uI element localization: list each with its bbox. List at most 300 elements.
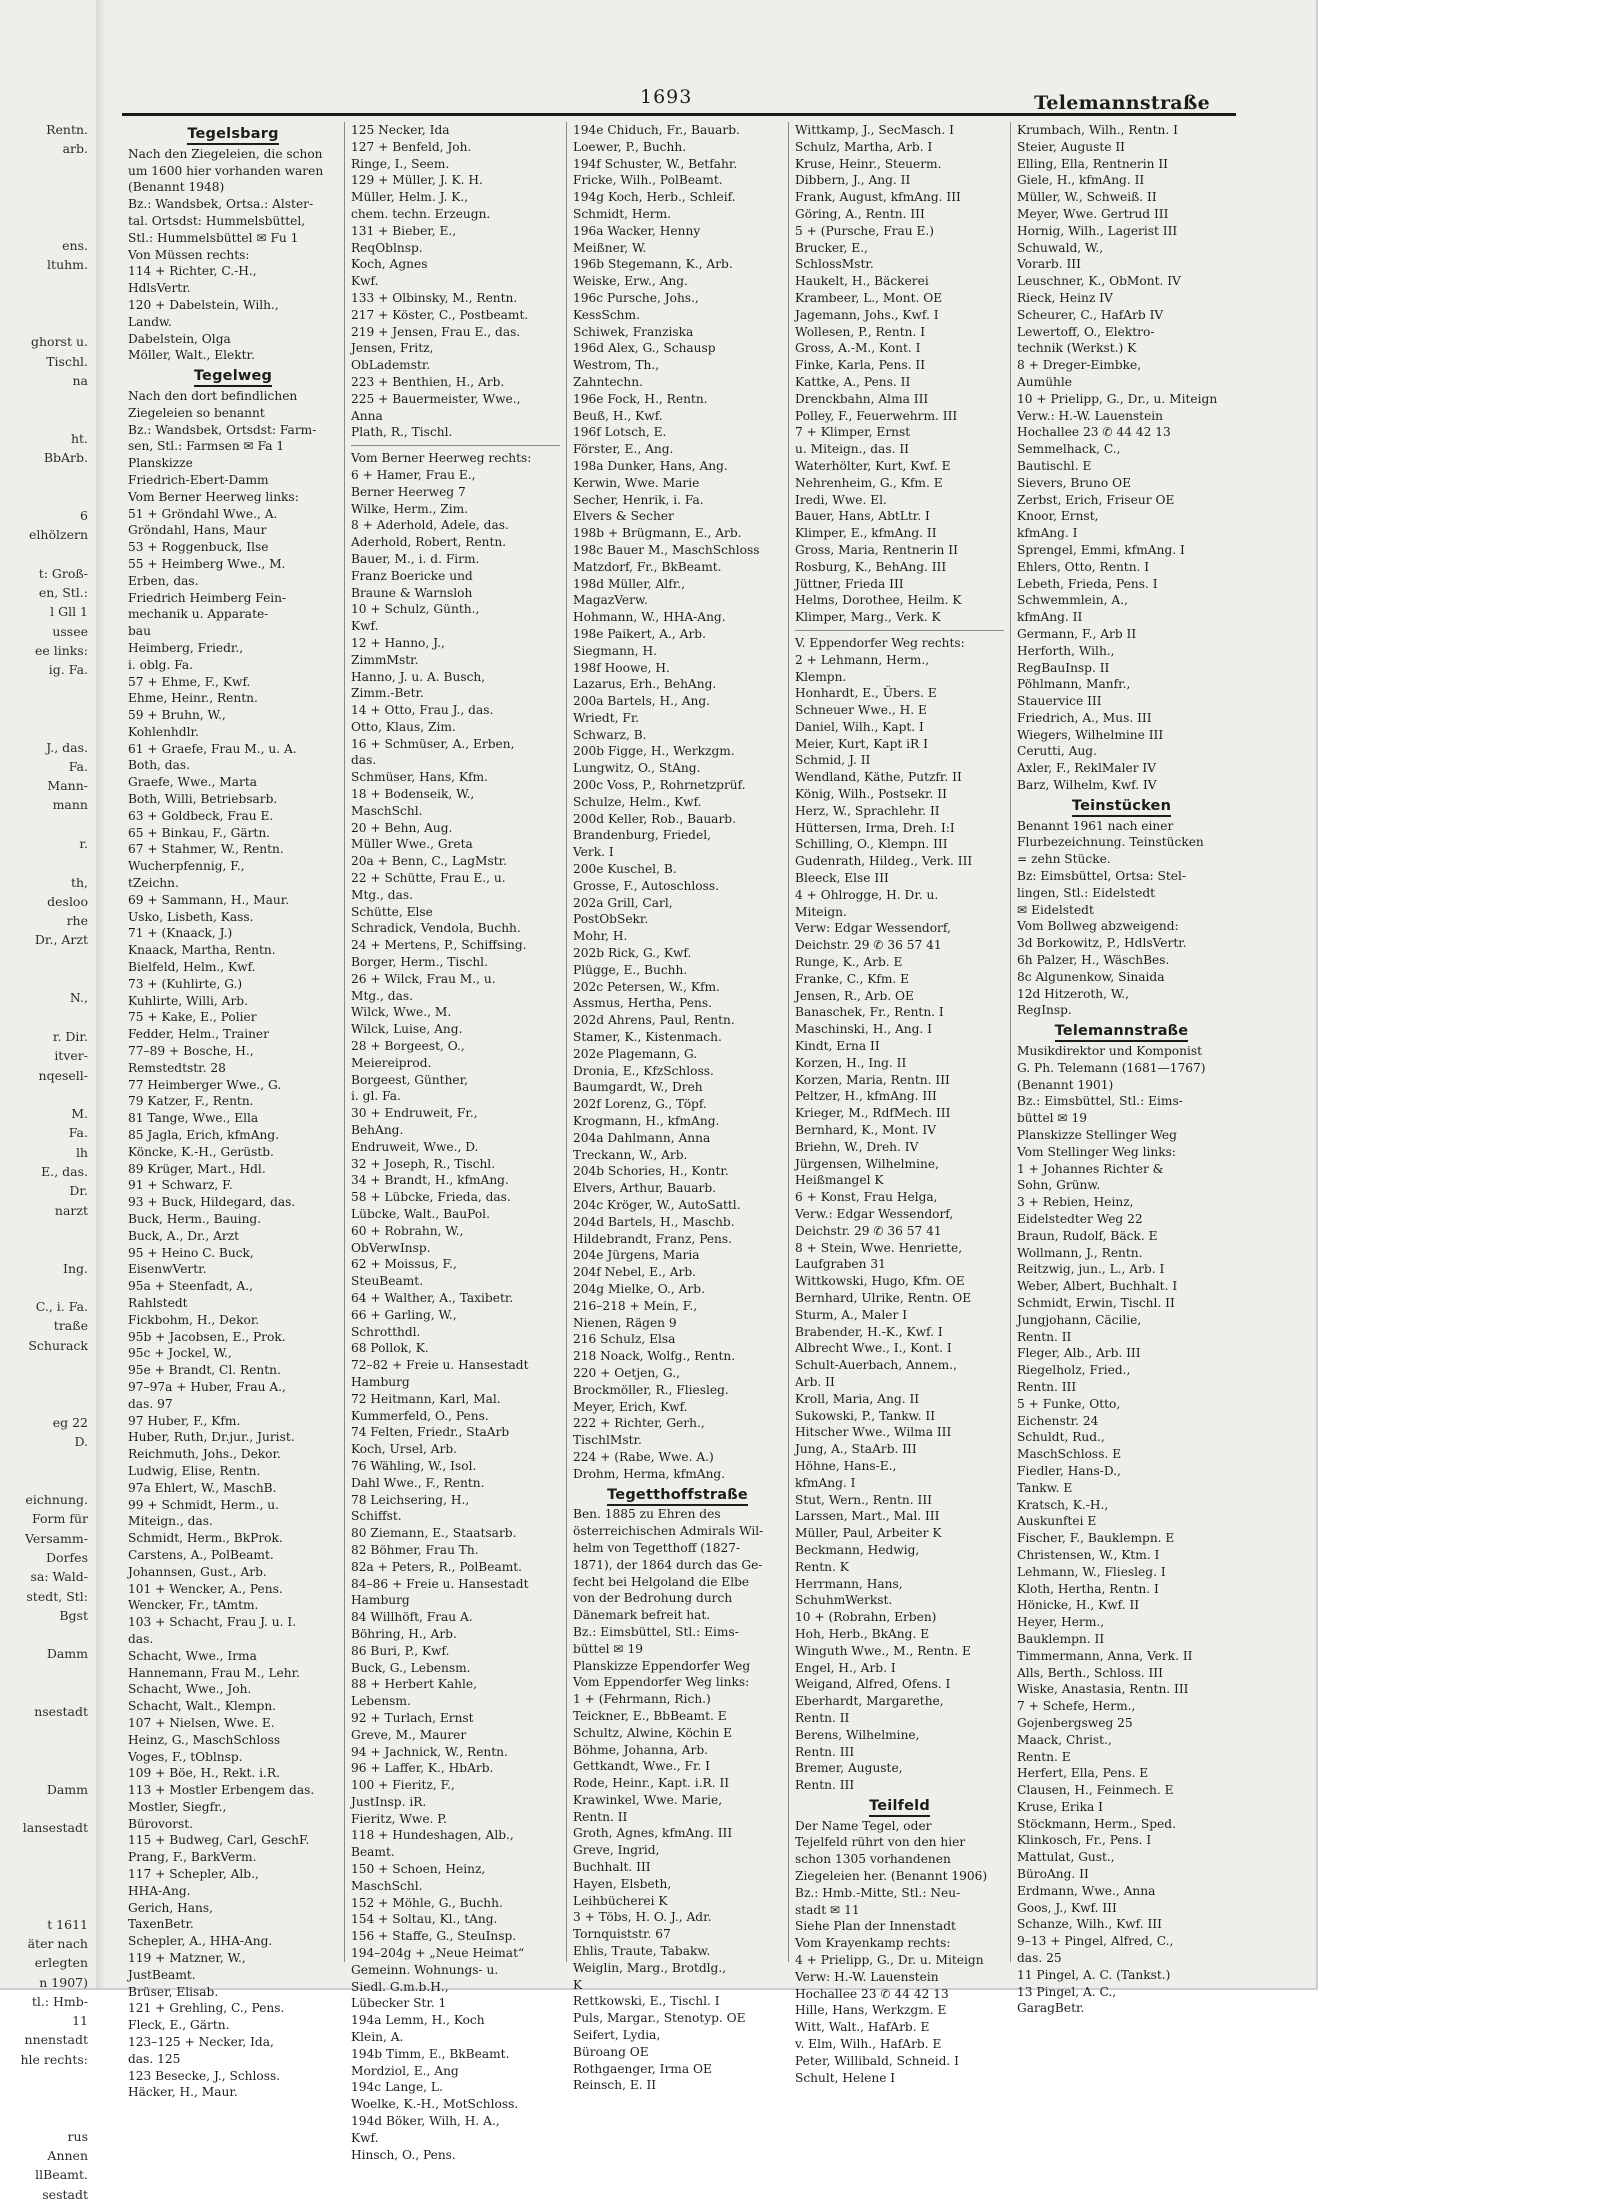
directory-line: 133 + Olbinsky, M., Rentn. <box>351 290 518 305</box>
margin-fragment: ltuhm. <box>47 257 88 273</box>
directory-line: Grosse, F., Autoschloss. <box>573 878 719 893</box>
directory-line: Meiereiprod. <box>351 1055 432 1070</box>
directory-line: Klinkosch, Fr., Pens. I <box>1017 1833 1152 1848</box>
directory-line: 73 + (Kuhlirte, G.) <box>128 976 243 991</box>
directory-line: Wilck, Luise, Ang. <box>351 1022 463 1037</box>
directory-line: Fleck, E., Gärtn. <box>128 2018 230 2033</box>
margin-fragment: Fa. <box>68 1125 88 1141</box>
directory-line: Beuß, H., Kwf. <box>573 408 663 423</box>
directory-line: König, Wilh., Postsekr. II <box>795 787 947 802</box>
directory-line: Buchhalt. III <box>573 1860 651 1875</box>
margin-fragment <box>0 294 92 313</box>
directory-line: Aumühle <box>1017 374 1073 389</box>
directory-line: das. <box>351 753 377 768</box>
directory-line: Stauervice III <box>1017 694 1102 709</box>
directory-line: BüroAng. II <box>1017 1867 1089 1882</box>
margin-fragment: J., das. <box>46 739 88 755</box>
directory-line: fecht bei Helgoland die Elbe <box>573 1574 750 1589</box>
street-heading <box>128 122 338 146</box>
directory-line: Bz.: Wandsbek, Ortsdst: Farm- <box>128 422 317 437</box>
directory-line: Teickner, E., BbBeamt. E <box>573 1708 727 1723</box>
directory-line: 51 + Gröndahl Wwe., A. <box>128 506 278 521</box>
directory-line: Braune & Warnsloh <box>351 585 473 600</box>
margin-fragment: Bgst <box>59 1607 88 1623</box>
directory-line: JustBeamt. <box>128 1967 196 1982</box>
directory-line: Graefe, Wwe., Marta <box>128 775 258 790</box>
directory-line: Böhme, Johanna, Arb. <box>573 1742 709 1757</box>
directory-line: Hayen, Elsbeth, <box>573 1876 672 1891</box>
directory-line: Planskizze Eppendorfer Weg <box>573 1658 751 1673</box>
directory-line: Aderhold, Robert, Rentn. <box>351 535 507 550</box>
directory-line: Fischer, F., Bauklempn. E <box>1017 1531 1175 1546</box>
margin-fragment <box>0 313 92 332</box>
directory-line: 202d Ahrens, Paul, Rentn. <box>573 1013 735 1028</box>
directory-line: 222 + Richter, Gerh., <box>573 1416 705 1431</box>
directory-line: Cerutti, Aug. <box>1017 744 1097 759</box>
directory-line: 127 + Benfeld, Joh. <box>351 139 472 154</box>
directory-line: 156 + Staffe, G., SteuInsp. <box>351 1929 517 1944</box>
directory-line: 91 + Schwarz, F. <box>128 1178 233 1193</box>
directory-line: Schacht, Walt., Klempn. <box>128 1699 277 1714</box>
directory-line: Schmid, J. II <box>795 753 871 768</box>
directory-line: 202f Lorenz, G., Töpf. <box>573 1097 707 1112</box>
directory-line: 6 + Hamer, Frau E., <box>351 467 476 482</box>
column-1 <box>122 122 344 2100</box>
directory-line: chem. techn. Erzeugn. <box>351 206 491 221</box>
directory-line: Jung, A., StaArb. III <box>795 1442 917 1457</box>
directory-line: Bauklempn. II <box>1017 1631 1105 1646</box>
directory-line: Larssen, Mart., Mal. III <box>795 1509 940 1524</box>
directory-line: 66 + Garling, W., <box>351 1307 457 1322</box>
directory-line: Landw. <box>128 314 172 329</box>
directory-line: Dronia, E., KfzSchloss. <box>573 1063 714 1078</box>
margin-fragment <box>0 1857 92 1876</box>
directory-line: Reichmuth, Johs., Dekor. <box>128 1447 281 1462</box>
margin-fragment: narzt <box>54 1202 88 1218</box>
directory-line: 22 + Schütte, Frau E., u. <box>351 871 506 886</box>
directory-line: 1871), der 1864 durch das Ge- <box>573 1557 763 1572</box>
directory-line: Lehmann, W., Fliesleg. I <box>1017 1564 1166 1579</box>
directory-line: 198f Hoowe, H. <box>573 660 670 675</box>
margin-fragment <box>0 1239 92 1258</box>
margin-fragment <box>0 1451 92 1470</box>
directory-line: 10 + Schulz, Günth., <box>351 602 480 617</box>
street-heading-text: Telemannstraße <box>1055 1023 1189 1042</box>
directory-line: Germann, F., Arb II <box>1017 626 1137 641</box>
directory-line: 28 + Borgeest, O., <box>351 1039 465 1054</box>
directory-line: 154 + Soltau, Kl., tAng. <box>351 1912 498 1927</box>
directory-line: 84–86 + Freie u. Hansestadt <box>351 1576 529 1591</box>
directory-line: Auskunftei E <box>1017 1514 1097 1529</box>
directory-line: Lewertoff, O., Elektro- <box>1017 324 1155 339</box>
directory-line: 82a + Peters, R., PolBeamt. <box>351 1559 523 1574</box>
directory-line: Mattulat, Gust., <box>1017 1850 1115 1865</box>
directory-line: Gudenrath, Hildeg., Verk. III <box>795 854 973 869</box>
directory-line: 196b Stegemann, K., Arb. <box>573 257 733 272</box>
margin-fragment: itver- <box>54 1048 88 1064</box>
directory-line: 26 + Wilck, Frau M., u. <box>351 971 496 986</box>
directory-line: Dabelstein, Olga <box>128 331 231 346</box>
directory-line: 198e Paikert, A., Arb. <box>573 626 706 641</box>
directory-line: 20a + Benn, C., LagMstr. <box>351 854 508 869</box>
directory-line: Ben. 1885 zu Ehren des <box>573 1507 721 1522</box>
directory-line: Bernhard, K., Mont. IV <box>795 1123 936 1138</box>
directory-line: Schneuer Wwe., H. E <box>795 703 927 718</box>
directory-line: Vorarb. III <box>1017 257 1081 272</box>
margin-fragment: ghorst u. <box>31 334 88 350</box>
directory-line: Ringe, I., Seem. <box>351 156 450 171</box>
margin-fragment: Annen <box>47 2148 88 2164</box>
directory-line: 67 + Stahmer, W., Rentn. <box>128 842 284 857</box>
directory-line: Pöhlmann, Manfr., <box>1017 677 1131 692</box>
directory-line: Gemeinn. Wohnungs- u. <box>351 1962 499 1977</box>
directory-line: Matzdorf, Fr., BkBeamt. <box>573 559 722 574</box>
directory-line: mechanik u. Apparate- <box>128 607 269 622</box>
directory-line: Vom Eppendorfer Weg links: <box>573 1675 750 1690</box>
directory-line: Zahntechn. <box>573 374 643 389</box>
directory-line: 24 + Mertens, P., Schiffsing. <box>351 938 527 953</box>
directory-line: Kohlenhdlr. <box>128 724 199 739</box>
directory-line: Brockmöller, R., Fliesleg. <box>573 1382 729 1397</box>
directory-line: bau <box>128 624 151 639</box>
directory-line: Runge, K., Arb. E <box>795 955 903 970</box>
margin-fragment: desloo <box>47 893 88 909</box>
directory-line: Wriedt, Fr. <box>573 710 640 725</box>
margin-fragment: traße <box>53 1318 88 1334</box>
directory-line: Knoor, Ernst, <box>1017 509 1099 524</box>
directory-line: Fleger, Alb., Arb. III <box>1017 1346 1141 1361</box>
margin-fragment: sestadt <box>42 2186 88 2202</box>
directory-line: Miteign., das. <box>128 1514 213 1529</box>
directory-line: Kuhlirte, Willi, Arb. <box>128 993 248 1008</box>
directory-line: 204b Schories, H., Kontr. <box>573 1164 729 1179</box>
directory-line: Meyer, Wwe. Gertrud III <box>1017 206 1169 221</box>
directory-line: Koch, Ursel, Arb. <box>351 1442 458 1457</box>
directory-line: Hornig, Wilh., Lagerist III <box>1017 223 1178 238</box>
margin-fragment: th, <box>70 874 88 890</box>
directory-line: 94 + Jachnick, W., Rentn. <box>351 1744 508 1759</box>
directory-line: kfmAng. II <box>1017 610 1083 625</box>
directory-line: Elling, Ella, Rentnerin II <box>1017 156 1168 171</box>
directory-line: Christensen, W., Ktm. I <box>1017 1547 1160 1562</box>
directory-line: Borger, Herm., Tischl. <box>351 955 488 970</box>
directory-line: Schilling, O., Klempn. III <box>795 837 948 852</box>
directory-line: 152 + Möhle, G., Buchh. <box>351 1895 503 1910</box>
directory-line: Schmidt, Herm., BkProk. <box>128 1531 283 1546</box>
directory-line: 13 Pingel, A. C., <box>1017 1984 1117 1999</box>
directory-line: Both, das. <box>128 758 190 773</box>
directory-line: 53 + Roggenbuck, Ilse <box>128 540 269 555</box>
directory-line: MaschSchl. <box>351 1878 423 1893</box>
directory-line: BehAng. <box>351 1123 404 1138</box>
margin-fragment: Form für <box>32 1511 88 1527</box>
directory-line: das. 25 <box>1017 1951 1062 1966</box>
directory-line: Kerwin, Wwe. Marie <box>573 475 700 490</box>
directory-line: Helms, Dorothee, Heilm. K <box>795 593 962 608</box>
directory-line: Drenckbahn, Alma III <box>795 391 929 406</box>
directory-line: Reinsch, E. II <box>573 2078 657 2093</box>
directory-line: Bz: Eimsbüttel, Ortsa: Stel- <box>1017 869 1186 884</box>
directory-line: Jensen, Fritz, <box>351 341 434 356</box>
directory-line: Rahlstedt <box>128 1295 188 1310</box>
directory-line: Wiske, Anastasia, Rentn. III <box>1017 1682 1189 1697</box>
directory-line: 194c Lange, L. <box>351 2080 443 2095</box>
directory-line: Benannt 1961 nach einer <box>1017 818 1174 833</box>
directory-line: Heyer, Herm., <box>1017 1615 1105 1630</box>
directory-line: Woelke, K.-H., MotSchloss. <box>351 2097 519 2112</box>
directory-line: Sievers, Bruno OE <box>1017 475 1131 490</box>
directory-line: TischlMstr. <box>573 1433 642 1448</box>
header-rule <box>122 113 1236 116</box>
directory-line: 99 + Schmidt, Herm., u. <box>128 1497 279 1512</box>
margin-fragment <box>0 969 92 988</box>
margin-fragment: M. <box>71 1106 88 1122</box>
margin-fragment: lh <box>75 1144 88 1160</box>
margin-fragment <box>0 699 92 718</box>
directory-line: Zerbst, Erich, Friseur OE <box>1017 492 1175 507</box>
directory-line: Tankw. E <box>1017 1480 1073 1495</box>
directory-line: 131 + Bieber, E., <box>351 223 457 238</box>
directory-line: 200a Bartels, H., Ang. <box>573 694 711 709</box>
margin-fragment: Mann- <box>47 778 88 794</box>
directory-line: Bautischl. E <box>1017 458 1092 473</box>
margin-fragment: eichnung. <box>25 1492 88 1508</box>
directory-line: 223 + Benthien, H., Arb. <box>351 374 505 389</box>
directory-line: tal. Ortsdst: Hummelsbüttel, <box>128 213 306 228</box>
directory-line: Steier, Auguste II <box>1017 139 1125 154</box>
directory-line: Friedrich, A., Mus. III <box>1017 710 1152 725</box>
directory-line: Buck, A., Dr., Arzt <box>128 1228 240 1243</box>
directory-line: 5 + Funke, Otto, <box>1017 1396 1121 1411</box>
directory-line: Nach den Ziegeleien, die schon <box>128 146 323 161</box>
directory-line: (Benannt 1901) <box>1017 1077 1114 1092</box>
margin-fragment <box>0 197 92 216</box>
margin-fragment: Tischl. <box>46 353 88 369</box>
directory-line: 95 + Heino C. Buck, <box>128 1245 254 1260</box>
directory-line: (Benannt 1948) <box>128 180 225 195</box>
margin-fragment: E., das. <box>41 1164 88 1180</box>
directory-line: 72–82 + Freie u. Hansestadt <box>351 1358 529 1373</box>
directory-line: Bz.: Hmb.-Mitte, Stl.: Neu- <box>795 1885 961 1900</box>
margin-fragment <box>0 1220 92 1239</box>
directory-line: Schwarz, B. <box>573 727 647 742</box>
directory-line: Mtg., das. <box>351 887 413 902</box>
directory-line: 200d Keller, Rob., Bauarb. <box>573 811 736 826</box>
directory-line: 85 Jagla, Erich, kfmAng. <box>128 1128 280 1143</box>
directory-line: Müller, W., Schweiß. II <box>1017 190 1157 205</box>
directory-line: 12d Hitzeroth, W., <box>1017 986 1130 1001</box>
directory-line: Elvers & Secher <box>573 509 674 524</box>
directory-line: 100 + Fieritz, F., <box>351 1778 455 1793</box>
directory-line: 74 Felten, Friedr., StaArb <box>351 1425 510 1440</box>
street-heading <box>128 364 338 388</box>
directory-line: Müller, Paul, Arbeiter K <box>795 1526 942 1541</box>
directory-line: Greve, Ingrid, <box>573 1843 660 1858</box>
directory-line: Bauer, Hans, AbtLtr. I <box>795 509 930 524</box>
directory-line: 82 Böhmer, Frau Th. <box>351 1542 479 1557</box>
margin-fragment: 11 <box>72 2013 88 2029</box>
margin-fragment <box>0 1008 92 1027</box>
directory-line: Bürovorst. <box>128 1816 194 1831</box>
directory-line: u. Miteign., das. II <box>795 442 909 457</box>
directory-line: Kwf. <box>351 274 379 289</box>
directory-line: Buck, G., Lebensm. <box>351 1660 471 1675</box>
margin-fragment: rus <box>67 2128 88 2144</box>
margin-fragment: r. <box>79 835 88 851</box>
directory-line: 196c Pursche, Johs., <box>573 290 699 305</box>
directory-line: 7 + Klimper, Ernst <box>795 425 911 440</box>
directory-line: Hohmann, W., HHA-Ang. <box>573 610 726 625</box>
directory-line: Bz.: Eimsbüttel, Stl.: Eims- <box>573 1624 739 1639</box>
margin-fragment <box>0 853 92 872</box>
directory-line: i. oblg. Fa. <box>128 657 194 672</box>
directory-line: das. <box>128 1631 154 1646</box>
margin-fragment <box>0 950 92 969</box>
directory-line: 69 + Sammann, H., Maur. <box>128 892 290 907</box>
directory-line: 202c Petersen, W., Kfm. <box>573 979 720 994</box>
directory-line: Eidelstedter Weg 22 <box>1017 1212 1143 1226</box>
directory-line: Schwemmlein, A., <box>1017 593 1128 608</box>
directory-line: 218 Noack, Wolfg., Rentn. <box>573 1349 736 1364</box>
margin-fragment <box>0 178 92 197</box>
directory-line: von der Bedrohung durch <box>573 1591 733 1606</box>
directory-line: Beamt. <box>351 1845 395 1860</box>
directory-line: 79 Katzer, F., Rentn. <box>128 1094 254 1109</box>
directory-line: Hoh, Herb., BkAng. E <box>795 1626 930 1641</box>
directory-line: Herz, W., Sprachlehr. II <box>795 803 940 818</box>
directory-line: 20 + Behn, Aug. <box>351 820 453 835</box>
directory-line: 61 + Graefe, Frau M., u. A. <box>128 741 297 756</box>
directory-line: 150 + Schoen, Heinz, <box>351 1862 486 1877</box>
margin-fragment: nqesell- <box>38 1067 88 1083</box>
directory-line: ZimmMstr. <box>351 652 419 667</box>
directory-line: 118 + Hundeshagen, Alb., <box>351 1828 514 1843</box>
directory-line: Kruse, Erika I <box>1017 1799 1103 1814</box>
directory-line: Planskizze <box>128 456 193 471</box>
directory-line: Böhring, H., Arb. <box>351 1626 457 1641</box>
directory-line: Verw.: Edgar Wessendorf, <box>795 1207 954 1221</box>
directory-line: Elvers, Arthur, Bauarb. <box>573 1181 717 1196</box>
directory-line: 32 + Joseph, R., Tischl. <box>351 1156 496 1171</box>
margin-fragment: Fa. <box>68 758 88 774</box>
directory-line: 120 + Dabelstein, Wilh., <box>128 297 279 312</box>
directory-line: Kindt, Erna II <box>795 1039 880 1054</box>
directory-line: 204e Jürgens, Maria <box>573 1248 700 1263</box>
directory-line: SchlossMstr. <box>795 257 874 272</box>
directory-line: Otto, Klaus, Zim. <box>351 719 456 734</box>
directory-line: Alls, Berth., Schloss. III <box>1017 1665 1163 1680</box>
directory-line: PostObSekr. <box>573 912 649 927</box>
directory-line: 97–97a + Huber, Frau A., <box>128 1379 286 1394</box>
directory-line: Klimper, E., kfmAng. II <box>795 526 937 541</box>
directory-line: Schacht, Wwe., Irma <box>128 1648 257 1663</box>
directory-line: 109 + Böe, H., Rekt. i.R. <box>128 1766 280 1781</box>
directory-line: Gross, A.-M., Kont. I <box>795 341 921 356</box>
directory-line: Assmus, Hertha, Pens. <box>573 996 712 1011</box>
directory-line: Schmüser, Hans, Kfm. <box>351 770 488 785</box>
margin-fragment <box>0 1471 92 1490</box>
directory-line: 77–89 + Bosche, H., <box>128 1044 254 1059</box>
directory-line: 30 + Endruweit, Fr., <box>351 1106 478 1121</box>
directory-line: 8 + Dreger-Eimbke, <box>1017 358 1142 373</box>
directory-line: Brabender, H.-K., Kwf. I <box>795 1324 943 1339</box>
directory-line: Groth, Agnes, kfmAng. III <box>573 1826 733 1841</box>
directory-line: Arb. II <box>795 1374 835 1389</box>
directory-line: 129 + Müller, J. K. H. <box>351 173 483 188</box>
directory-line: 113 + Mostler Erbengem das. <box>128 1783 315 1798</box>
directory-line: Finke, Karla, Pens. II <box>795 358 926 373</box>
directory-line: 204g Mielke, O., Arb. <box>573 1281 705 1296</box>
directory-line: 117 + Schepler, Alb., <box>128 1867 259 1882</box>
directory-line: ObLademstr. <box>351 358 431 373</box>
margin-fragment: eg 22 <box>52 1414 88 1430</box>
directory-line: 64 + Walther, A., Taxibetr. <box>351 1290 514 1305</box>
directory-line: Rentn. III <box>795 1744 855 1759</box>
margin-fragment <box>0 409 92 428</box>
street-heading <box>795 1794 1004 1818</box>
directory-line: Krieger, M., RdfMech. III <box>795 1106 951 1121</box>
directory-line: Schmidt, Erwin, Tischl. II <box>1017 1295 1175 1310</box>
directory-line: Greve, M., Maurer <box>351 1727 467 1742</box>
directory-line: MaschSchl. <box>351 803 423 818</box>
directory-line: Daniel, Wilh., Kapt. I <box>795 719 924 734</box>
directory-line: 204f Nebel, E., Arb. <box>573 1265 697 1280</box>
directory-line: Franke, C., Kfm. E <box>795 971 910 986</box>
directory-line: Krambeer, L., Mont. OE <box>795 290 943 305</box>
directory-line: TaxenBetr. <box>128 1917 194 1932</box>
directory-line: 194a Lemm, H., Koch <box>351 2013 485 2028</box>
directory-line: Ehlis, Traute, Tabakw. <box>573 1944 711 1959</box>
directory-line: Krawinkel, Wwe. Marie, <box>573 1792 723 1807</box>
directory-line: Friedrich-Ebert-Damm <box>128 472 269 487</box>
directory-line: Rosburg, K., BehAng. III <box>795 559 947 574</box>
directory-line: Remstedtstr. 28 <box>128 1060 226 1075</box>
directory-line: 95b + Jacobsen, E., Prok. <box>128 1329 286 1344</box>
directory-line: sen, Stl.: Farmsen ✉ Fa 1 <box>128 439 285 454</box>
directory-line: 81 Tange, Wwe., Ella <box>128 1111 259 1126</box>
directory-line: 5 + (Pursche, Frau E.) <box>795 223 935 238</box>
directory-line: Schepler, A., HHA-Ang. <box>128 1934 273 1949</box>
directory-line: JustInsp. iR. <box>351 1794 427 1809</box>
directory-line: Hochallee 23 ✆ 44 42 13 <box>1017 425 1171 440</box>
directory-line: Endruweit, Wwe., D. <box>351 1139 479 1154</box>
directory-line: 194g Koch, Herb., Schleif. <box>573 190 736 205</box>
directory-line: Rentn. III <box>1017 1379 1077 1394</box>
directory-line: Sukowski, P., Tankw. II <box>795 1408 936 1423</box>
directory-line: 18 + Bodenseik, W., <box>351 787 475 802</box>
directory-line: Flurbezeichnung. Teinstücken <box>1017 835 1204 850</box>
margin-fragment: BbArb. <box>43 450 88 466</box>
directory-line: 114 + Richter, C.-H., <box>128 264 257 279</box>
margin-fragment: C., i. Fa. <box>35 1299 88 1315</box>
directory-line: Klein, A. <box>351 2030 404 2045</box>
directory-line: Siegmann, H. <box>573 643 658 658</box>
directory-line: 1 + (Fehrmann, Rich.) <box>573 1692 711 1707</box>
directory-line: Kruse, Heinr., Steuerm. <box>795 156 942 171</box>
directory-line: G. Ph. Telemann (1681—1767) <box>1017 1060 1206 1075</box>
directory-line: HHA-Ang. <box>128 1883 191 1898</box>
directory-line: 16 + Schmüser, A., Erben, <box>351 736 515 751</box>
directory-line: Tornquiststr. 67 <box>573 1927 671 1942</box>
margin-fragment <box>0 2108 92 2127</box>
directory-line: Klimper, Marg., Verk. K <box>795 610 941 625</box>
directory-line: Berens, Wilhelmine, <box>795 1727 920 1742</box>
directory-line: Herforth, Wilh., <box>1017 643 1115 658</box>
directory-line: Briehn, W., Dreh. IV <box>795 1139 919 1154</box>
directory-line: Lebeth, Frieda, Pens. I <box>1017 576 1158 591</box>
directory-line: Planskizze Stellinger Weg <box>1017 1128 1177 1143</box>
directory-line: 89 Krüger, Mart., Hdl. <box>128 1161 266 1176</box>
